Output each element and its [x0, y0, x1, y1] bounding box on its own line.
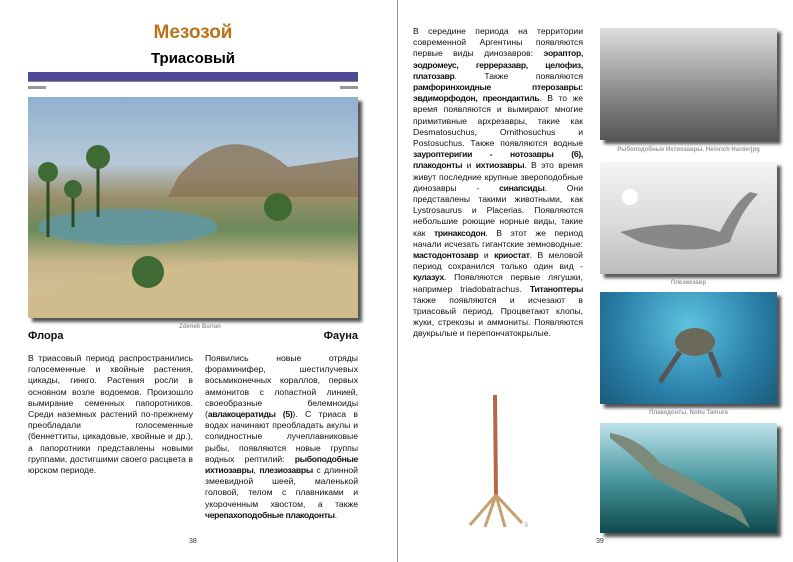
image-caption: Zdenek Burian — [179, 324, 221, 330]
plesiosaur-image — [600, 162, 777, 274]
divider-mark — [28, 86, 46, 89]
text-run: . В то же время появляются и вымирают многие примитивные архрезавры, такие как Desmatosuchus, Ornithosuchus и Postosuchus. Также появляются водные — [413, 93, 583, 149]
page-number: 38 — [189, 538, 197, 545]
figure-label: 6 — [766, 431, 770, 437]
text-run: . В этот же период начали исчезать гигантские земноводные: — [413, 227, 583, 249]
page-number: 39 — [596, 538, 604, 545]
crinoid-image — [460, 395, 530, 530]
text-run: В середине периода на территории современной Аргентины появляются первые виды динозавров: — [413, 26, 583, 59]
highlighted-term: ихтиозавры — [475, 160, 525, 171]
fauna-heading: Фауна — [323, 330, 358, 342]
text-run: с длинной змеевидной шеей, маленькой головой, телом с плавниками и укороченным хвостом, а также — [205, 465, 358, 509]
text-run: . Они представлены такими животными, как Lystrosaurus и Placerias. Появляются небольшие роющие норные виды, такие как — [413, 182, 583, 238]
text-run: . Появляются первые лягушки, например triadobatrachus. — [413, 272, 583, 294]
triassic-landscape-image — [28, 97, 358, 318]
text-run: . В меловой период сохранился только один вид - — [413, 250, 583, 272]
text-run: . — [334, 509, 338, 520]
ichthyosaurs-image — [600, 28, 777, 140]
divider-mark — [340, 86, 358, 89]
image-caption: Плезиозавр — [670, 280, 707, 286]
highlighted-term: Титаноптеры — [529, 283, 583, 294]
image-caption: Плакодонты. Nobu Tamura — [649, 410, 728, 416]
highlighted-term: зауроптеригии - нотозавры (6), плакодонты — [413, 149, 583, 171]
text-run: . В это время живут последние крупные звероподобные динозавры - — [413, 160, 583, 193]
placodont-illustration — [600, 292, 777, 404]
text-run: ). С триаса в водах начинают преобладать акулы и солидностные лучеплавниковые рыбы, появляются новые группы водных рептилий: — [205, 409, 358, 464]
highlighted-term: авлакоцератиды (5) — [207, 409, 293, 420]
flora-heading: Флора — [28, 330, 64, 342]
highlighted-term: синапсиды — [499, 182, 545, 193]
highlighted-term: криостат — [494, 250, 530, 261]
highlighted-term: эораптор, эодромеус, герреразавр, целофиз, платозавр — [413, 48, 583, 81]
text-run: также появляются и исчезают в триасовый период. Процветают клопы, жуки, стрекозы и аммониты. Появляются двукрылые и перепончатокрылые. — [413, 294, 583, 339]
highlighted-term: плезиозавры — [259, 465, 313, 476]
right-page — [398, 0, 793, 562]
text-run: , — [253, 465, 260, 476]
nothosaur-illustration — [600, 423, 777, 533]
placodonts-image — [600, 292, 777, 404]
image-caption: Рыбоподобные Ихтиозавры. Heinrich Harderjpg — [617, 147, 760, 153]
body-text — [413, 26, 583, 340]
figure-label: 5 — [524, 523, 528, 529]
highlighted-term: тринаксодон — [433, 227, 486, 238]
highlighted-term: рыбоподобные ихтиозавры — [205, 453, 358, 476]
highlighted-term: черепахоподобные плакодонты — [205, 509, 335, 520]
text-run: . Также появляются — [454, 70, 583, 81]
crinoid-illustration — [460, 395, 530, 530]
highlighted-term: рамфоринхоидные птерозавры: эвдиморфодон, преондактиль — [413, 82, 583, 104]
plesiosaur-illustration — [600, 162, 777, 274]
text-run: В триасовый период распространились голосеменные и хвойные растения, цикады, гинкго. Растения росли в основном возле водоемов. Произошло вымирание семенных папоротников. Среди наземных растений по-прежнему преобладали голосеменные (беннеттиты, цикадовые, хвойные и др.), а папоротники представлены новыми группами, достигшими своего расцвета в юрском периоде. — [28, 353, 193, 476]
highlighted-term: мастодонтозавр — [413, 250, 479, 261]
section-title: Триасовый — [150, 50, 236, 67]
text-run: и — [462, 160, 476, 171]
text-run: и — [478, 250, 495, 261]
highlighted-term: кулазух — [413, 272, 444, 283]
flora-text — [28, 353, 193, 476]
nothosaur-image — [600, 423, 777, 533]
fauna-text — [205, 353, 358, 521]
chapter-title: Мезозой — [153, 22, 233, 43]
landscape-illustration — [28, 97, 358, 318]
header-bar — [28, 72, 358, 82]
text-run: Появились новые отряды фораминифер, шестилучевых восьмиконечных кораллов, первых аммонитов с лопастной линией, своеобразные белемноиды ( — [205, 353, 358, 420]
